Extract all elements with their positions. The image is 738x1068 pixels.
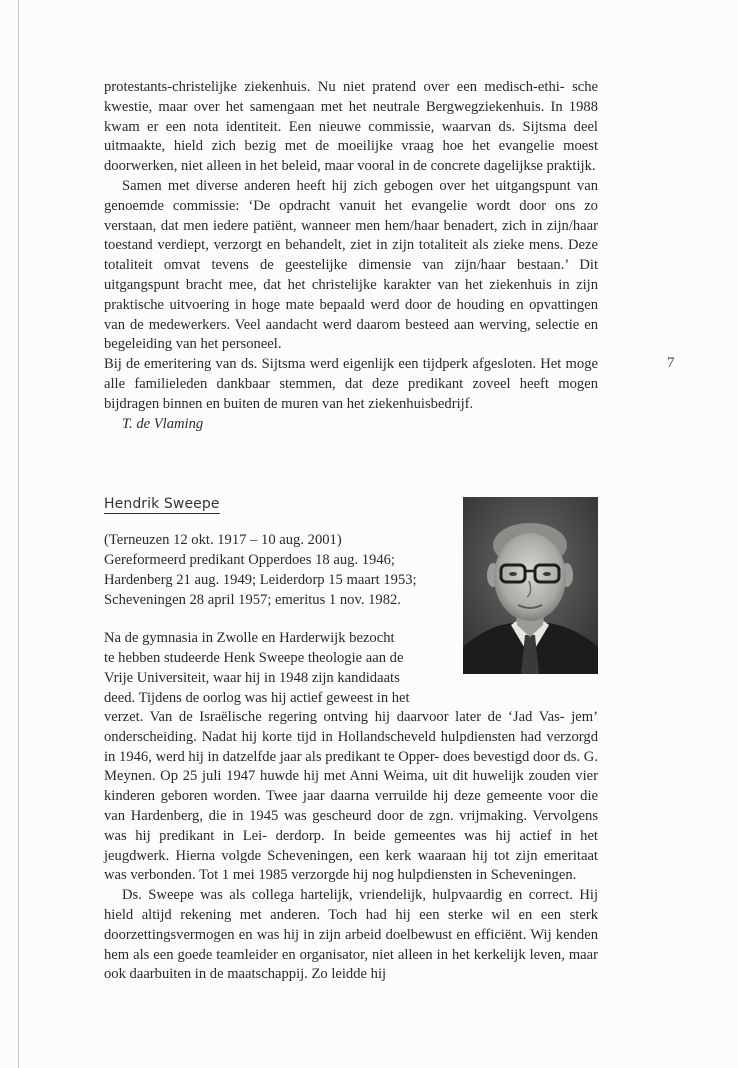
text-line: van genoemde commissie: ‘De opdracht vanuit het evangelie wordt door ons: [104, 177, 598, 214]
text-line: daarna verruilde hij deze gemeente voor die van Hardenberg, die in 1945: [104, 788, 598, 824]
text-line: evangelie moest doorwerken, niet alleen in het beleid, maar vooral in de: [104, 138, 599, 175]
text-line: Wij kenden hem als een goede teamleider en organisator, niet alleen in het: [104, 926, 598, 963]
date-line: Scheveningen 28 april 1957; emeritus 1 nov. 1982.: [104, 592, 401, 608]
text-line: Scheveningen, een kerk waaraan hij tot zijn emeritaat was verbonden. Tot: [104, 847, 598, 884]
text-line: ziekenhuis in zijn praktische uitvoering in hoge mate bepaald werd door de: [104, 276, 598, 313]
text-line: besteed aan werving, selectie en begeleiding van het personeel.: [104, 316, 598, 353]
text-line: Hij hield altijd rekening met anderen. Toch had hij een sterke wil en een: [104, 887, 599, 923]
paragraph-bio: [104, 708, 598, 886]
text-line: Bij de emeritering van ds. Sijtsma werd eigenlijk een tijdperk afgesloten. Het: [104, 356, 562, 373]
text-line: deed. Tijdens de oorlog was hij actief geweest in het: [104, 690, 410, 706]
paragraph-2: [104, 177, 598, 355]
text-line: in zijn/haar toestand verdiept, verzorgt en behandelt, ziet in zijn totaliteit als: [104, 217, 598, 254]
text-line: Samen met diverse anderen heeft hij zich gebogen over het uitgangspunt: [122, 177, 571, 194]
date-line: Hardenberg 21 aug. 1949; Leiderdorp 15 maart 1953;: [104, 572, 417, 588]
text-line: 1 mei 1985 verzorgde hij nog hulpdiensten in Scheveningen.: [221, 867, 577, 884]
paragraph-1: [104, 78, 598, 177]
text-line: does bevestigd door ds. G. Meynen. Op 25 juli 1947 huwde hij met Anni: [104, 748, 598, 785]
text-line: sterk doorzettingsvermogen en was hij in zijn arbeid doelbewust en efficiënt.: [104, 906, 598, 943]
text-line: Weima, uit dit huwelijk zouden vier kinderen geboren worden. Twee jaar: [104, 768, 598, 805]
text-line: te hebben studeerde Henk Sweepe theologie aan de: [104, 650, 404, 666]
signature: T. de Vlaming: [122, 415, 204, 432]
text-line: Vrije Universiteit, waar hij in 1948 zijn kandidaats: [104, 670, 400, 686]
text-line: sche kwestie, maar over het samengaan met het neutrale Bergwegziekenhuis.: [104, 79, 599, 115]
binding-line: [18, 0, 19, 1068]
biography-body: [104, 708, 598, 985]
text-line: verzet. Van de Israëlische regering ontving hij daarvoor later de ‘Jad Vas-: [104, 709, 565, 725]
text-line: In 1988 kwam er een nota identiteit. Een nieuwe commissie, waarvan ds.: [104, 98, 598, 135]
paragraph-3: [104, 355, 598, 414]
text-line: moge alle familieleden dankbaar stemmen, dat deze predikant zoveel heeft: [104, 356, 598, 392]
text-line: was gescheurd door de zgn. vrijmaking. Vervolgens was hij predikant in Lei-: [104, 807, 599, 844]
page-number: 7: [667, 355, 675, 371]
date-line: Gereformeerd predikant Opperdoes 18 aug. 1946;: [104, 552, 395, 568]
text-line: jem’ onderscheiding. Nadat hij korte tijd in Hollandscheveld hulpdiensten: [104, 709, 598, 745]
text-line: derdorp. In beide gemeentes was hij actief in het jeugdwerk. Hierna volgde: [104, 827, 598, 864]
text-line: Ds. Sweepe was als collega hartelijk, vriendelijk, hulpvaardig en correct.: [122, 887, 573, 904]
text-line: Na de gymnasia in Zwolle en Harderwijk bezocht: [104, 630, 395, 646]
text-line: zieke mens. Deze totaliteit omvat tevens de geestelijke dimensie van zijn/haar: [104, 237, 598, 274]
text-line: zo verstaan, dat men iedere patiënt, wanneer men hem/haar benadert, zich: [104, 197, 598, 234]
text-line: bestaan.’ Dit uitgangspunt bracht mee, dat het christelijke karakter van het: [104, 257, 598, 293]
portrait-image: [463, 497, 598, 674]
section1-text: [104, 78, 598, 434]
biography-dates: [104, 530, 459, 610]
section-heading: Hendrik Sweepe: [104, 496, 220, 512]
text-line: protestants-christelijke ziekenhuis. Nu niet pratend over een medisch-ethi-: [104, 79, 565, 95]
portrait-photo: [463, 497, 598, 674]
text-line: mogen bijdragen binnen en buiten de muren van het ziekenhuisbedrijf.: [104, 375, 598, 412]
text-line: Sijtsma deel uitmaakte, hield zich bezig met de moeilijke vraag hoe het: [104, 118, 598, 155]
biography-intro: [104, 628, 454, 708]
date-line: (Terneuzen 12 okt. 1917 – 10 aug. 2001): [104, 532, 342, 548]
paragraph-character: [104, 886, 598, 985]
text-line: kerkelijk leven, maar ook daarbuiten in de maatschappij. Zo leidde hij: [104, 946, 598, 983]
text-line: houding en opvattingen van de medewerkers. Veel aandacht werd daarom: [104, 296, 598, 333]
text-line: concrete dagelijkse praktijk.: [430, 158, 596, 175]
text-line: had verzorgd in 1946, werd hij in datzelfde jaar als predikant te Opper-: [104, 728, 598, 765]
